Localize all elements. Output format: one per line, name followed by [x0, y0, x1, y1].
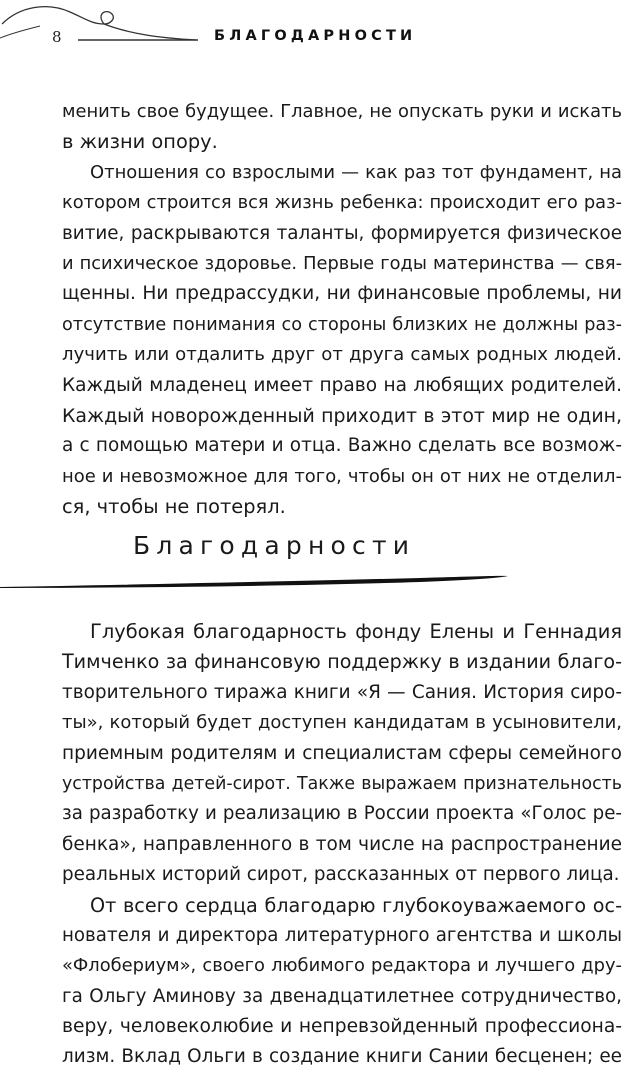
text-line: бенка», направленного в том числе на распространение — [62, 833, 622, 855]
text-line: «Флобериум», своего любимого редактора и лучшего дру- — [62, 955, 622, 977]
text-line: Тимченко за финансовую поддержку в издании благо- — [62, 650, 622, 674]
header-flourish-ornament — [0, 0, 200, 56]
heading-swash-rule — [0, 572, 510, 594]
text-line: Каждый новорожденный приходит в этот мир не один, — [62, 404, 622, 427]
text-line: устройства детей-сирот. Также выражаем признательность — [62, 773, 622, 794]
text-line: отсутствие понимания со стороны близких не должны раз- — [62, 314, 622, 335]
text-line: лучить или отдалить друг от друга самых родных людей. — [62, 344, 622, 366]
text-line: приемным родителям и специалистам сферы семейного — [62, 742, 622, 764]
paragraph — [62, 891, 622, 1073]
text-line: витие, раскрываются таланты, формируется физическое — [62, 222, 622, 244]
text-line: щенны. Ни предрассудки, ни финансовые проблемы, ни — [62, 283, 622, 305]
page-number: 8 — [52, 28, 62, 46]
paragraph — [62, 97, 622, 158]
text-line: за разработку и реализацию в России проекта «Голос ре- — [62, 803, 622, 825]
text-line: творительного тиража книги «Я — Сания. История сиро- — [62, 681, 622, 703]
text-line: в жизни опору. — [62, 130, 218, 154]
paragraph — [62, 617, 622, 891]
text-line: нователя и директора литературного агентства и школы — [62, 924, 622, 946]
text-line: и психическое здоровье. Первые годы материнства — свя- — [62, 252, 622, 274]
text-line: ное и невозможное для того, чтобы он от них не отделил- — [62, 465, 622, 487]
text-line: ся, чтобы не потерял. — [62, 495, 286, 519]
text-line: реальных историй сирот, рассказанных от первого лица. — [62, 864, 620, 886]
body-text-top — [62, 97, 622, 522]
text-line: менить свое будущее. Главное, не опускать руки и искать — [62, 101, 622, 122]
text-line: От всего сердца благодарю глубокоуважаемого ос- — [90, 893, 622, 917]
text-line: га Ольгу Аминову за двенадцатилетнее сотрудничество, — [62, 985, 622, 1007]
text-line: лизм. Вклад Ольги в создание книги Сании бесценен; ее — [62, 1046, 622, 1068]
section-heading: Благодарности — [133, 531, 416, 560]
text-line: Каждый младенец имеет право на любящих родителей. — [62, 374, 622, 396]
running-head: БЛАГОДАРНОСТИ — [214, 28, 417, 44]
text-line: ты», который будет доступен кандидатам в усыновители, — [62, 712, 622, 734]
text-line: а с помощью матери и отца. Важно сделать все возмож- — [62, 435, 622, 457]
paragraph — [62, 158, 622, 523]
text-line: веру, человеколюбие и непревзойденный профессиона- — [62, 1016, 622, 1038]
text-line: котором строится вся жизнь ребенка: происходит его раз- — [62, 192, 622, 214]
body-text-bottom — [62, 617, 622, 1073]
text-line: Отношения со взрослыми — как раз тот фундамент, на — [90, 161, 622, 183]
text-line: Глубокая благодарность фонду Елены и Геннадия — [90, 620, 622, 643]
